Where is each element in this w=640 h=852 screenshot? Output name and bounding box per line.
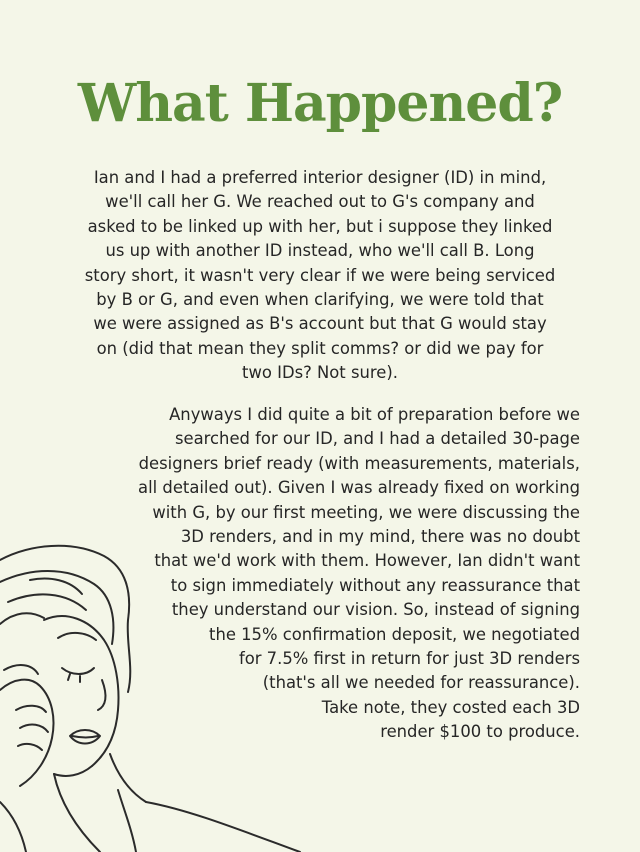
text-line: render $100 to produce. [380, 722, 580, 742]
shirt-line [54, 774, 100, 852]
text-line: for 7.5% first in return for just 3D renders [238, 649, 580, 669]
text-line: Ian and I had a preferred interior designer (ID) in mind, [93, 168, 547, 187]
hair-strand [0, 613, 44, 624]
text-line: designers brief ready (with measurements, materials, [138, 453, 580, 473]
page-title: What Happened? [77, 73, 563, 134]
closed-eye [62, 668, 94, 674]
text-line: Take note, they costed each 3D [321, 697, 580, 717]
text-line: asked to be linked up with her, but i suppose they linked [87, 216, 553, 236]
text-line: searched for our ID, and I had a detailed 30-page [175, 429, 580, 449]
nose [98, 680, 105, 710]
hair-strand [30, 579, 82, 594]
mouth-line [72, 736, 98, 738]
eyelash [68, 674, 70, 680]
paragraph-intro [58, 166, 582, 386]
finger [16, 706, 46, 712]
text-line: Anyways I did quite a bit of preparation before we [169, 405, 580, 424]
text-line: us up with another ID instead, who we'll call B. Long [105, 241, 535, 261]
text-line: we were assigned as B's account but that G would stay [93, 314, 547, 334]
text-line: 3D renders, and in my mind, there was no doubt [180, 527, 580, 547]
text-line: to sign immediately without any reassurance that [170, 575, 580, 595]
neck [110, 754, 146, 802]
hair-strand [8, 594, 86, 610]
person-face-palm-icon [0, 540, 340, 852]
text-line: story short, it wasn't very clear if we were being serviced [84, 265, 556, 285]
collar [118, 790, 136, 852]
text-line: (that's all we needed for reassurance). [262, 673, 580, 693]
shoulder [146, 802, 300, 852]
chin [54, 766, 92, 776]
hand-palm [0, 680, 54, 786]
text-line: on (did that mean they split comms? or did we pay for [96, 338, 544, 358]
text-line: we'll call her G. We reached out to G's company and [105, 192, 535, 212]
eyebrow [58, 633, 96, 640]
arm [0, 802, 26, 852]
text-line: by B or G, and even when clarifying, we were told that [96, 290, 544, 310]
finger [4, 665, 38, 674]
text-line: two IDs? Not sure). [242, 363, 398, 383]
text-line: all detailed out). Given I was already fixed on working [138, 478, 580, 498]
finger [18, 744, 42, 750]
finger [20, 725, 48, 732]
text-line: that we'd work with them. However, Ian didn't want [154, 551, 580, 571]
text-line: they understand our vision. So, instead of signing [171, 600, 580, 620]
text-line: with G, by our first meeting, we were discussing the [152, 502, 580, 522]
hair-strand [0, 571, 113, 644]
text-line: the 15% confirmation deposit, we negotiated [209, 624, 580, 644]
